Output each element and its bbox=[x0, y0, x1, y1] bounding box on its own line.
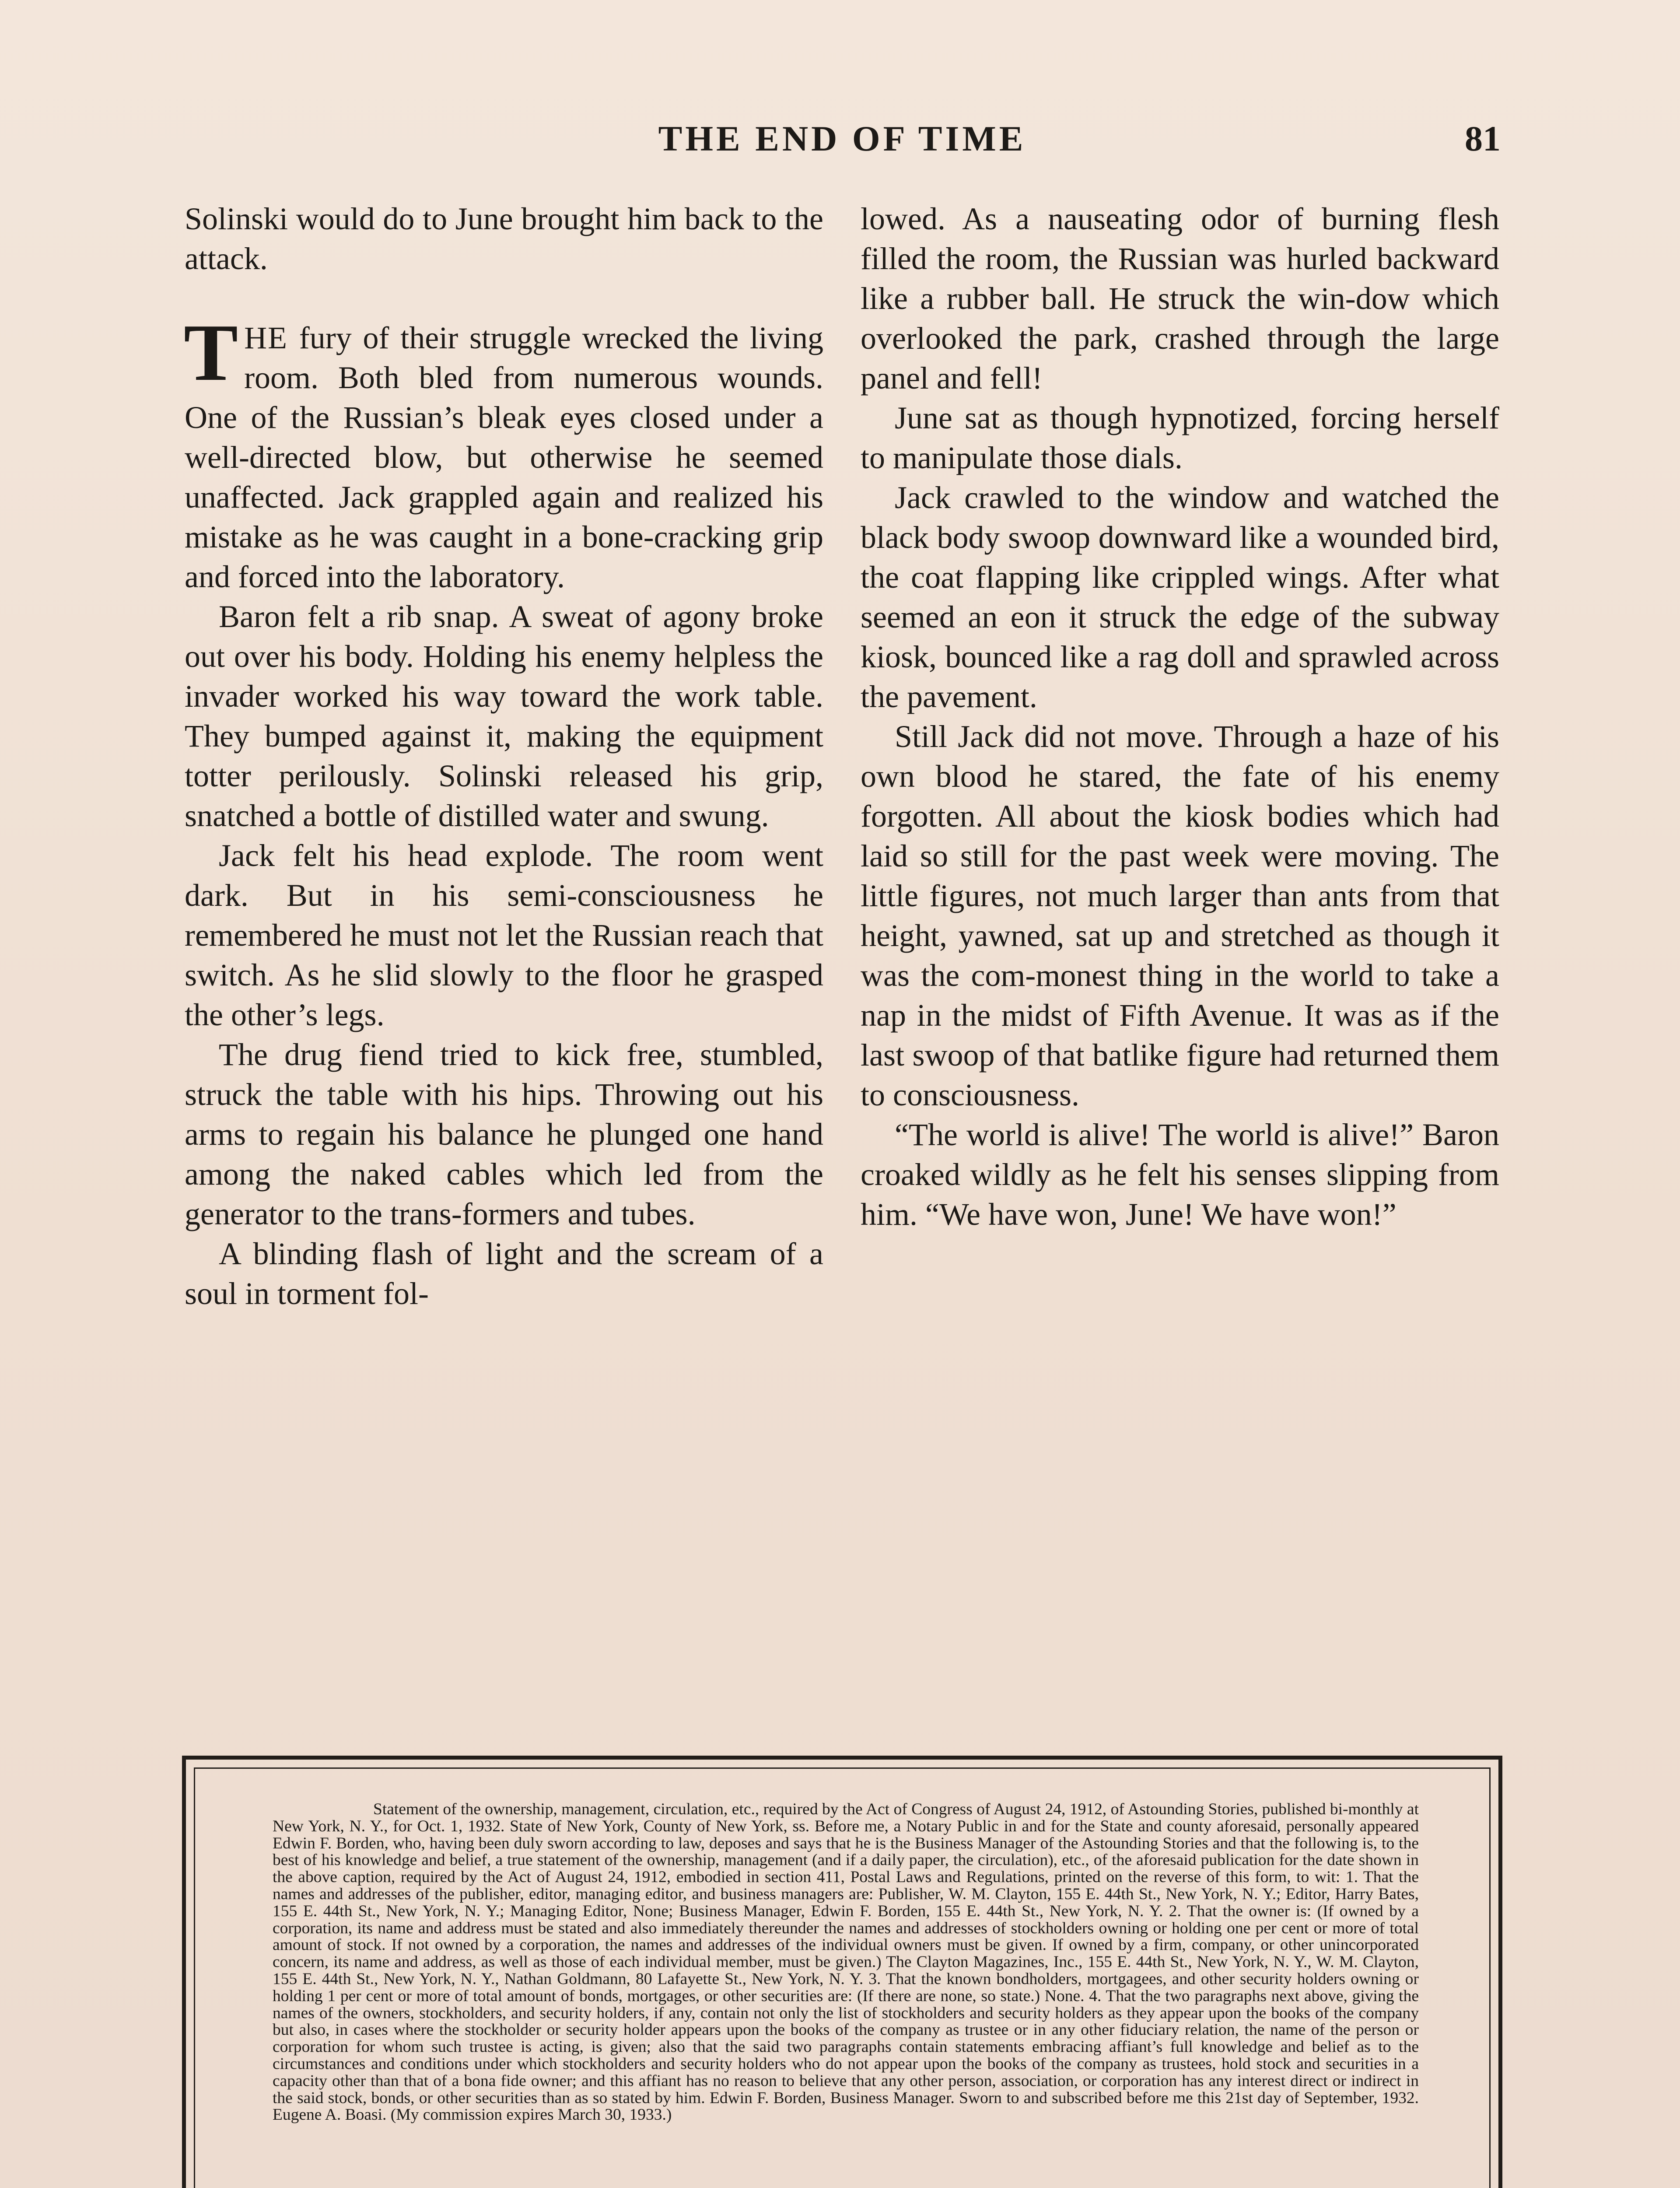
paragraph: Baron felt a rib snap. A sweat of agony broke out over his body. Holding his enemy helpless the invader worked his way toward the work table. They bumped against it, making the equipment totter perilously. Solinski released his grip, snatched a bottle of distilled water and swung. bbox=[185, 599, 823, 833]
paragraph: Jack felt his head explode. The room went dark. But in his semi-consciousness he remembered he must not let the Russian reach that switch. As he slid slowly to the floor he grasped the other’s legs. bbox=[185, 838, 823, 1032]
paragraph: Jack crawled to the window and watched the black body swoop downward like a wounded bird, the coat flapping like crippled wings. After what seemed an eon it struck the edge of the subway kiosk, bounced like a rag doll and sprawled across the pavement. bbox=[861, 480, 1499, 714]
drop-cap: T bbox=[184, 308, 238, 398]
page-header bbox=[184, 118, 1501, 171]
small-caps-lead: HE bbox=[244, 320, 288, 355]
paragraph: Solinski would do to June brought him back to the attack. bbox=[185, 201, 823, 276]
paragraph: A blinding flash of light and the scream of a soul in torment fol- bbox=[185, 1236, 823, 1311]
paragraph: Still Jack did not move. Through a haze of his own blood he stared, the fate of his enemy forgotten. All about the kiosk bodies which had laid so still for the past week were moving. The little figures, not much larger than ants from that height, yawned, sat up and stretched as though it was the com-monest thing in the world to take a nap in the midst of Fifth Avenue. It was as if the last swoop of that batlike figure had returned them to consciousness. bbox=[861, 719, 1499, 1112]
right-column bbox=[861, 199, 1499, 1234]
paragraph: “The world is alive! The world is alive!” Baron croaked wildly as he felt his senses slipping from him. “We have won, June! We have won!” bbox=[861, 1117, 1499, 1232]
paragraph: lowed. As a nauseating odor of burning flesh filled the room, the Russian was hurled backward like a rubber ball. He struck the win-dow which overlooked the park, crashed through the large panel and fell! bbox=[861, 201, 1499, 396]
paragraph: June sat as though hypnotized, forcing herself to manipulate those dials. bbox=[861, 400, 1499, 475]
dropcap-paragraph bbox=[184, 308, 823, 597]
running-title: THE END OF TIME bbox=[658, 119, 1026, 158]
left-column bbox=[185, 199, 823, 1314]
ownership-statement-box bbox=[182, 1756, 1502, 2188]
paragraph: The drug fiend tried to kick free, stumbled, struck the table with his hips. Throwing out his arms to regain his balance he plunged one hand among the naked cables which led from the generator to the trans-formers and tubes. bbox=[185, 1037, 823, 1231]
page-number: 81 bbox=[1465, 119, 1501, 158]
ownership-statement-text: Statement of the ownership, management, circulation, etc., required by the Act of Congress of August 24, 1912, of Astounding Stories, published bi-monthly at New York, N. Y., for Oct. 1, 1932. State of New York, County of New York, ss. Before me, a Notary Public in and for the State and county aforesaid, personally appeared Edwin F. Borden, who, having been duly sworn according to law, deposes and says that he is the Business Manager of the Astounding Stories and that the following is, to the best of his knowledge and belief, a true statement of the ownership, management (and if a daily paper, the circulation), etc., of the aforesaid publication for the date shown in the above caption, required by the Act of August 24, 1912, embodied in section 411, Postal Laws and Regulations, printed on the reverse of this form, to wit: 1. That the names and addresses of the publisher, editor, managing editor, and business managers are: Publisher, W. M. Clayton, 155 E. 44th St., New York, N. Y.; Editor, Harry Bates, 155 E. 44th St., New York, N. Y.; Managing Editor, None; Business Manager, Edwin F. Borden, 155 E. 44th St., New York, N. Y. 2. That the owner is: (If owned by a corporation, its name and address must be stated and also immediately thereunder the names and addresses of stockholders owning or holding one per cent or more of total amount of stock. If not owned by a corporation, the names and addresses of the individual owners must be given. If owned by a firm, company, or other unincorporated concern, its name and address, as well as those of each individual member, must be given.) The Clayton Magazines, Inc., 155 E. 44th St., New York, N. Y., W. M. Clayton, 155 E. 44th St., New York, N. Y., Nathan Goldmann, 80 Lafayette St., New York, N. Y. 3. That the known bondholders, mortgagees, and other security holders owning or holding 1 per cent or more of total amount of bonds, mortgages, or other securities are: (If there are none, so state.) None. 4. That the two paragraphs next above, giving the names of the owners, stockholders, and security holders, if any, contain not only the list of stockholders and security holders as they appear upon the books of the company but also, in cases where the stockholder or security holder appears upon the books of the company as trustee or in any other fiduciary relation, the name of the person or corporation for whom such trustee is acting, is given; also that the said two paragraphs contain statements embracing affiant’s full knowledge and belief as to the circumstances and conditions under which stockholders and security holders who do not appear upon the books of the company as trustees, hold stock and securities in a capacity other than that of a bona fide owner; and this affiant has no reason to believe that any other person, association, or corporation has any interest direct or indirect in the said stock, bonds, or other securities than as so stated by him. Edwin F. Borden, Business Manager. Sworn to and subscribed before me this 21st day of September, 1932. Eugene A. Boasi. (My commission expires March 30, 1933.) bbox=[273, 1800, 1419, 2124]
paragraph-text: fury of their struggle wrecked the living room. Both bled from numerous wounds. One of the Russian’s bleak eyes closed under a well-directed blow, but otherwise he seemed unaffected. Jack grappled again and realized his mistake as he was caught in a bone-cracking grip and forced into the laboratory. bbox=[185, 320, 823, 594]
